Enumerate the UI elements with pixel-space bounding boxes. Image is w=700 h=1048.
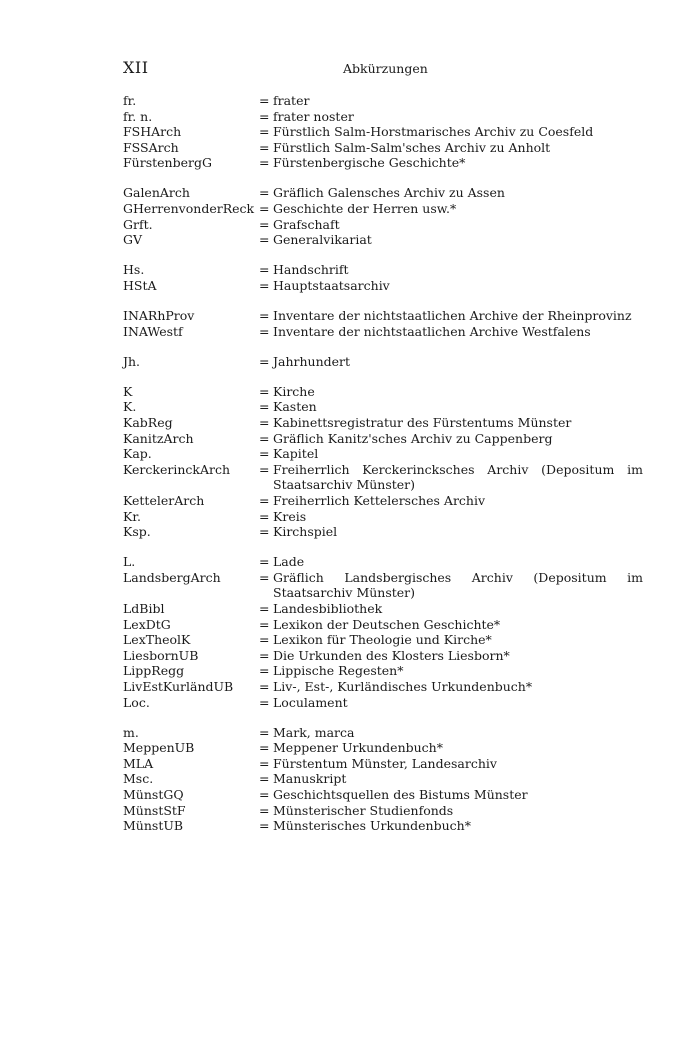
abbreviation-definition: frater noster (273, 108, 354, 124)
abbreviation-entry (123, 648, 643, 664)
abbreviation-term: Hs. (123, 262, 145, 278)
abbreviation-term: HStA (123, 277, 157, 293)
entry-group (123, 554, 643, 710)
abbreviation-definition: Manuskript (273, 771, 347, 787)
abbreviation-term: K (123, 383, 133, 399)
abbreviation-definition: Gräflich Landsbergisches Archiv (Depositum im Staatsarchiv Münster) (273, 569, 643, 601)
equals-sign: = (259, 616, 270, 632)
abbreviation-term: Kap. (123, 446, 152, 462)
equals-sign: = (259, 663, 270, 679)
abbreviation-term: Kr. (123, 508, 141, 524)
abbreviation-term: L. (123, 554, 136, 570)
abbreviation-term: Loc. (123, 694, 150, 710)
abbreviation-entry (123, 695, 643, 711)
equals-sign: = (259, 461, 270, 477)
equals-sign: = (259, 787, 270, 803)
abbreviation-entry (123, 818, 643, 834)
entry-group (123, 93, 643, 171)
entry-group (123, 354, 643, 370)
abbreviation-entry (123, 756, 643, 772)
equals-sign: = (259, 508, 270, 524)
equals-sign: = (259, 694, 270, 710)
abbreviation-entry (123, 601, 643, 617)
equals-sign: = (259, 818, 270, 834)
equals-sign: = (259, 446, 270, 462)
abbreviation-definition: Gräflich Kanitz'sches Archiv zu Cappenberg (273, 430, 553, 446)
abbreviation-entry (123, 185, 643, 201)
abbreviation-definition: Geschichtsquellen des Bistums Münster (273, 787, 528, 803)
abbreviation-definition: Fürstlich Salm-Salm'sches Archiv zu Anholt (273, 139, 551, 155)
equals-sign: = (259, 740, 270, 756)
abbreviation-definition: Kirche (273, 383, 315, 399)
abbreviation-term: fr. n. (123, 108, 153, 124)
abbreviation-term: K. (123, 399, 137, 415)
abbreviation-term: Jh. (123, 353, 141, 369)
equals-sign: = (259, 185, 270, 201)
abbreviation-term: KettelerArch (123, 492, 205, 508)
abbreviation-entry (123, 232, 643, 248)
abbreviation-entry (123, 155, 643, 171)
abbreviation-definition: Fürstentum Münster, Landesarchiv (273, 755, 497, 771)
abbreviation-definition: Lexikon für Theologie und Kirche* (273, 632, 492, 648)
abbreviation-entry (123, 493, 643, 509)
abbreviation-definition: Handschrift (273, 262, 349, 278)
abbreviation-entry (123, 725, 643, 741)
entry-group (123, 384, 643, 540)
equals-sign: = (259, 155, 270, 171)
abbreviation-term: KabReg (123, 415, 173, 430)
abbreviation-term: GV (123, 232, 143, 248)
abbreviation-definition: frater (273, 93, 310, 108)
abbreviation-term: FSSArch (123, 139, 179, 155)
abbreviation-term: GHerrenvonderReck (123, 201, 255, 217)
abbreviation-entry (123, 384, 643, 400)
entry-group (123, 262, 643, 293)
abbreviation-definition: Landesbibliothek (273, 601, 383, 617)
abbreviation-list (123, 93, 643, 848)
abbreviation-entry (123, 201, 643, 217)
abbreviation-term: LdBibl (123, 601, 165, 617)
abbreviation-term: KanitzArch (123, 430, 194, 446)
abbreviation-entry (123, 524, 643, 540)
equals-sign: = (259, 415, 270, 430)
abbreviation-term: m. (123, 724, 139, 740)
abbreviation-term: LexDtG (123, 616, 171, 632)
abbreviation-entry (123, 308, 643, 324)
abbreviation-term: FürstenbergG (123, 155, 212, 171)
equals-sign: = (259, 383, 270, 399)
abbreviation-definition: Loculament (273, 694, 348, 710)
equals-sign: = (259, 277, 270, 293)
abbreviation-entry (123, 278, 643, 294)
abbreviation-term: LippRegg (123, 663, 185, 679)
equals-sign: = (259, 647, 270, 663)
abbreviation-entry (123, 787, 643, 803)
equals-sign: = (259, 216, 270, 232)
equals-sign: = (259, 492, 270, 508)
abbreviation-term: fr. (123, 93, 137, 108)
abbreviation-definition: Münsterisches Urkundenbuch* (273, 818, 471, 834)
abbreviation-entry (123, 617, 643, 633)
abbreviation-term: INARhProv (123, 308, 195, 324)
abbreviation-entry (123, 771, 643, 787)
equals-sign: = (259, 569, 270, 585)
abbreviation-term: INAWestf (123, 323, 183, 339)
abbreviation-entry (123, 217, 643, 233)
equals-sign: = (259, 771, 270, 787)
equals-sign: = (259, 124, 270, 140)
equals-sign: = (259, 724, 270, 740)
abbreviation-entry (123, 632, 643, 648)
abbreviation-entry (123, 262, 643, 278)
equals-sign: = (259, 93, 270, 108)
abbreviation-term: Ksp. (123, 524, 151, 540)
abbreviation-entry (123, 109, 643, 125)
abbreviation-definition: Die Urkunden des Klosters Liesborn* (273, 647, 510, 663)
equals-sign: = (259, 632, 270, 648)
equals-sign: = (259, 399, 270, 415)
abbreviation-definition: Jahrhundert (273, 353, 351, 369)
abbreviation-term: MeppenUB (123, 740, 195, 756)
abbreviation-entry (123, 324, 643, 340)
abbreviation-term: LivEstKurländUB (123, 679, 234, 694)
abbreviation-definition: Lade (273, 554, 305, 570)
entry-group (123, 725, 643, 834)
entry-group (123, 308, 643, 339)
abbreviation-entry (123, 93, 643, 109)
abbreviation-definition: Liv-, Est-, Kurländisches Urkundenbuch* (273, 679, 533, 694)
abbreviation-term: Grft. (123, 216, 153, 232)
abbreviation-definition: Fürstenbergische Geschichte* (273, 155, 466, 171)
abbreviation-definition: Hauptstaatsarchiv (273, 277, 390, 293)
entry-group (123, 185, 643, 247)
abbreviation-definition: Lippische Regesten* (273, 663, 404, 679)
abbreviation-definition: Generalvikariat (273, 232, 372, 248)
equals-sign: = (259, 601, 270, 617)
abbreviation-entry (123, 399, 643, 415)
abbreviation-term: MünstStF (123, 802, 186, 818)
page-number: XII (123, 58, 149, 77)
abbreviation-definition: Lexikon der Deutschen Geschichte* (273, 616, 501, 632)
abbreviation-definition: Grafschaft (273, 216, 340, 232)
page-header (123, 58, 643, 80)
equals-sign: = (259, 201, 270, 217)
abbreviation-definition: Kreis (273, 508, 307, 524)
abbreviation-term: MLA (123, 755, 154, 771)
abbreviation-entry (123, 431, 643, 447)
running-title: Abkürzungen (343, 61, 428, 76)
abbreviation-entry (123, 740, 643, 756)
equals-sign: = (259, 430, 270, 446)
equals-sign: = (259, 554, 270, 570)
abbreviation-entry (123, 462, 643, 493)
abbreviation-term: LiesbornUB (123, 647, 199, 663)
abbreviation-entry (123, 124, 643, 140)
abbreviation-term: LexTheolK (123, 632, 191, 648)
abbreviation-term: MünstUB (123, 818, 184, 834)
abbreviation-entry (123, 554, 643, 570)
abbreviation-definition: Mark, marca (273, 724, 355, 740)
abbreviation-definition: Kasten (273, 399, 317, 415)
abbreviation-entry (123, 570, 643, 601)
abbreviation-entry (123, 679, 643, 695)
abbreviation-term: KerckerinckArch (123, 461, 231, 477)
abbreviation-entry (123, 415, 643, 431)
equals-sign: = (259, 262, 270, 278)
abbreviation-term: LandsbergArch (123, 569, 221, 585)
abbreviation-definition: Inventare der nichtstaatlichen Archive der Rheinprovinz (273, 308, 632, 324)
abbreviation-term: GalenArch (123, 185, 190, 201)
abbreviation-definition: Inventare der nichtstaatlichen Archive Westfalens (273, 323, 591, 339)
equals-sign: = (259, 353, 270, 369)
abbreviation-entry (123, 663, 643, 679)
abbreviation-entry (123, 509, 643, 525)
abbreviation-entry (123, 354, 643, 370)
abbreviation-entry (123, 140, 643, 156)
abbreviation-definition: Meppener Urkundenbuch* (273, 740, 443, 756)
abbreviation-entry (123, 803, 643, 819)
abbreviation-term: FSHArch (123, 124, 182, 140)
equals-sign: = (259, 323, 270, 339)
abbreviation-definition: Gräflich Galensches Archiv zu Assen (273, 185, 505, 201)
equals-sign: = (259, 108, 270, 124)
abbreviation-definition: Kirchspiel (273, 524, 338, 540)
equals-sign: = (259, 232, 270, 248)
equals-sign: = (259, 755, 270, 771)
equals-sign: = (259, 679, 270, 694)
abbreviation-definition: Fürstlich Salm-Horstmarisches Archiv zu Coesfeld (273, 124, 594, 140)
equals-sign: = (259, 802, 270, 818)
abbreviation-definition: Freiherrlich Kettelersches Archiv (273, 492, 486, 508)
abbreviation-definition: Freiherrlich Kerckerincksches Archiv (Depositum im Staatsarchiv Münster) (273, 461, 643, 493)
abbreviation-term: MünstGQ (123, 787, 184, 803)
abbreviation-definition: Geschichte der Herren usw.* (273, 201, 457, 217)
abbreviation-definition: Kabinettsregistratur des Fürstentums Münster (273, 415, 572, 430)
abbreviation-term: Msc. (123, 771, 154, 787)
abbreviation-entry (123, 446, 643, 462)
equals-sign: = (259, 524, 270, 540)
abbreviation-definition: Münsterischer Studienfonds (273, 802, 454, 818)
equals-sign: = (259, 308, 270, 324)
equals-sign: = (259, 139, 270, 155)
abbreviation-definition: Kapitel (273, 446, 319, 462)
